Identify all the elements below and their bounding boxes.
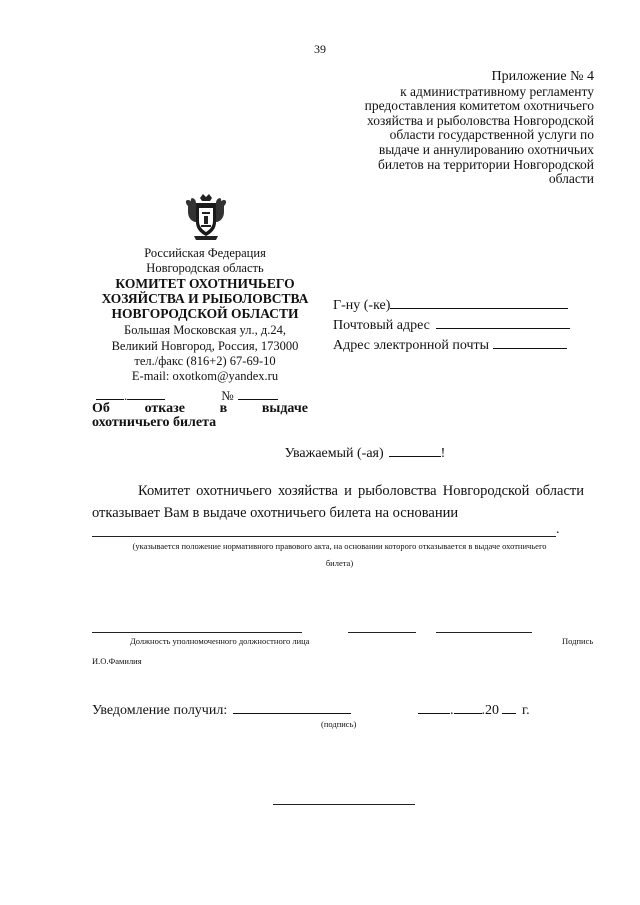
body-paragraph: Комитет охотничьего хозяйства и рыболовства Новгородской области отказывает Вам в выдаче охотничьего билета на основании bbox=[92, 483, 584, 521]
org-name-line: ХОЗЯЙСТВА И РЫБОЛОВСТВА bbox=[101, 291, 309, 306]
addressee-postal-label: Почтовый адрес bbox=[333, 318, 430, 333]
addressee-email bbox=[333, 336, 567, 354]
notice-month-field bbox=[454, 701, 482, 714]
coat-of-arms-icon bbox=[182, 192, 230, 242]
notice-label: Уведомление получил: bbox=[92, 703, 228, 718]
org-address-line2: Великий Новгород, Россия, 173000 bbox=[111, 339, 299, 353]
greeting-end: ! bbox=[440, 446, 446, 461]
org-email: E-mail: oxotkom@yandex.ru bbox=[131, 369, 279, 383]
appendix-line: выдаче и аннулированию охотничьих bbox=[378, 141, 594, 157]
reason-hint-line2: билета) bbox=[325, 558, 354, 568]
greeting-text: Уважаемый (-ая) bbox=[284, 446, 384, 461]
position-label: Должность уполномоченного должностного лица bbox=[130, 636, 310, 646]
notice-date bbox=[418, 701, 530, 719]
org-address-line1: Большая Московская ул., д.24, bbox=[124, 323, 286, 337]
addressee-postal-field bbox=[436, 316, 570, 329]
org-region: Новгородская область bbox=[146, 261, 264, 275]
reason-period: . bbox=[556, 522, 560, 537]
appendix-line: билетов на территории Новгородской bbox=[378, 156, 594, 172]
signature-label: Подпись bbox=[562, 636, 594, 646]
letter-subject bbox=[92, 402, 308, 430]
appendix-header bbox=[294, 70, 594, 187]
org-name-line: НОВГОРОДСКОЙ ОБЛАСТИ bbox=[111, 306, 299, 321]
reason-line bbox=[92, 536, 556, 537]
notice-day-field bbox=[418, 701, 450, 714]
notice-signature-hint: (подпись) bbox=[321, 719, 357, 729]
name-label: И.О.Фамилия bbox=[92, 656, 142, 666]
addressee-email-field bbox=[493, 336, 567, 349]
org-country: Российская Федерация bbox=[144, 246, 266, 260]
date-day-field bbox=[96, 387, 124, 400]
notice-row bbox=[92, 701, 351, 719]
subject-word: Об bbox=[92, 401, 110, 416]
addressee-name-field bbox=[390, 296, 568, 309]
notice-year-suffix: г. bbox=[522, 703, 530, 718]
addressee-postal bbox=[333, 316, 570, 334]
appendix-line: хозяйства и рыболовства Новгородской bbox=[367, 112, 594, 128]
appendix-line: Приложение № 4 bbox=[491, 69, 594, 84]
reason-hint-line1: (указывается положение нормативного правового акта, на основании которого отказывается в выдаче охотничьего bbox=[132, 541, 547, 551]
subject-word: выдаче bbox=[261, 401, 308, 416]
appendix-line: области bbox=[548, 171, 594, 187]
subject-line2: охотничьего билета bbox=[92, 415, 217, 430]
addressee-to-label: Г-ну (-ке) bbox=[333, 298, 391, 313]
addressee-to bbox=[333, 296, 568, 314]
addressee-email-label: Адрес электронной почты bbox=[333, 338, 490, 353]
position-line bbox=[92, 632, 302, 633]
notice-year-field bbox=[502, 701, 516, 714]
org-name bbox=[70, 276, 340, 321]
appendix-line: предоставления комитетом охотничьего bbox=[364, 98, 594, 114]
org-phone: тел./факс (816+2) 67-69-10 bbox=[134, 354, 276, 368]
bottom-line bbox=[273, 804, 415, 805]
letter-number-field bbox=[238, 387, 278, 400]
appendix-line: к административному регламенту bbox=[400, 83, 594, 99]
subject-word: отказе bbox=[144, 401, 185, 416]
notice-date-sep: . bbox=[450, 703, 454, 718]
signature-line bbox=[348, 632, 416, 633]
date-month-field bbox=[127, 387, 165, 400]
page-number: 39 bbox=[314, 42, 326, 56]
letter-date-number: . № bbox=[96, 387, 278, 404]
subject-word: в bbox=[219, 401, 228, 416]
org-name-line: КОМИТЕТ ОХОТНИЧЬЕГО bbox=[115, 276, 295, 291]
notice-signature-field bbox=[233, 701, 351, 714]
appendix-line: области государственной услуги по bbox=[389, 127, 594, 143]
greeting-name-field bbox=[389, 444, 441, 457]
notice-year-prefix: .20 bbox=[481, 703, 499, 718]
name-line bbox=[436, 632, 532, 633]
number-sign: № bbox=[221, 388, 234, 403]
greeting bbox=[0, 444, 640, 462]
